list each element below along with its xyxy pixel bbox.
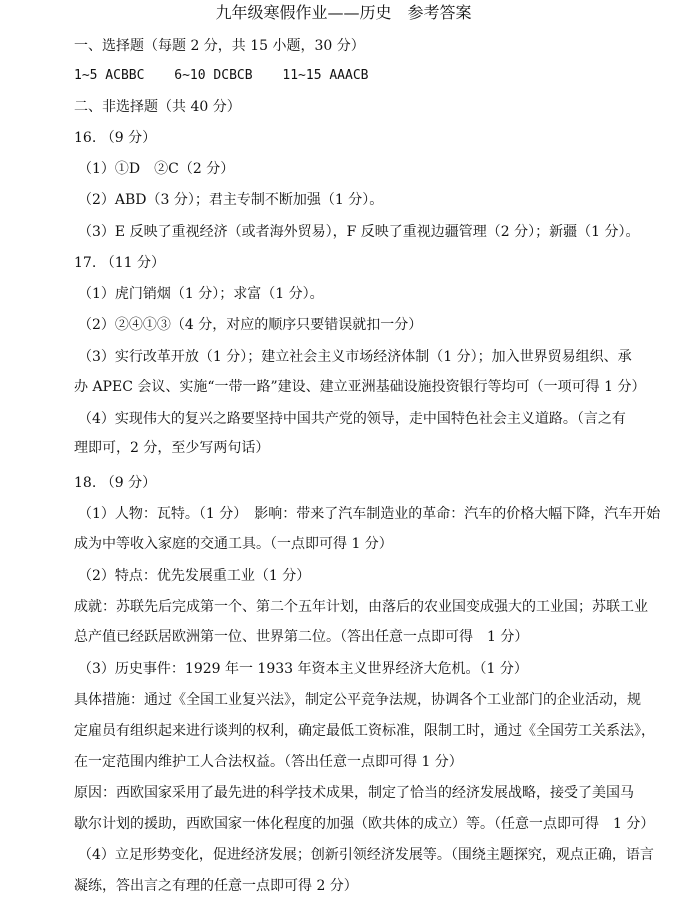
choice-answers-6-10: 6~10 DCBCB	[174, 68, 253, 83]
q17-number: 17. （11 分）	[74, 255, 165, 271]
q18-measures-line1: 具体措施：通过《全国工业复兴法》，制定公平竞争法规，协调各个工业部门的企业活动，规	[74, 692, 641, 708]
q18-answer-3: （3）历史事件：1929 年一 1933 年资本主义世界经济大危机。（1 分）	[78, 661, 528, 677]
q18-reason-line2: 歇尔计划的援助，西欧国家一体化程度的加强（欧共体的成立）等。（任意一点即可得 1 分）	[74, 816, 655, 832]
section1-heading: 一、选择题（每题 2 分，共 15 小题，30 分）	[74, 38, 365, 54]
q17-answer-2: （2）②④①③（4 分，对应的顺序只要错误就扣一分）	[78, 317, 423, 333]
q18-achievement-line2: 总产值已经跃居欧洲第一位、世界第二位。（答出任意一点即可得 1 分）	[74, 629, 529, 645]
q18-answer-1-line1: （1）人物：瓦特。（1 分） 影响：带来了汽车制造业的革命：汽车的价格大幅下降，汽车开始	[78, 506, 661, 522]
q18-answer-2: （2）特点：优先发展重工业（1 分）	[78, 568, 311, 584]
choice-answers-1-5: 1~5 ACBBC	[74, 68, 145, 83]
choice-answers-row	[74, 66, 390, 86]
q17-answer-3-line2: 办 APEC 会议、实施“一带一路”建设、建立亚洲基础设施投资银行等均可（一项可得 1 分）	[74, 379, 646, 395]
q17-answer-4-line1: （4）实现伟大的复兴之路要坚持中国共产党的领导，走中国特色社会主义道路。（言之有	[78, 411, 626, 427]
choice-answers-11-15: 11~15 AAACB	[282, 68, 369, 83]
q18-answer-4-line1: （4）立足形势变化，促进经济发展；创新引领经济发展等。（围绕主题探究，观点正确，语言	[78, 847, 654, 863]
q18-measures-line2: 定雇员有组织起来进行谈判的权利，确定最低工资标准，限制工时，通过《全国劳工关系法》，	[74, 723, 655, 739]
q16-answer-3: （3）E 反映了重视经济（或者海外贸易），F 反映了重视边疆管理（2 分）；新疆（1 分）。	[78, 224, 640, 240]
section2-heading: 二、非选择题（共 40 分）	[74, 99, 241, 115]
q16-answer-1: （1）①D ②C（2 分）	[78, 161, 235, 177]
q16-number: 16. （9 分）	[74, 130, 157, 146]
q18-measures-line3: 在一定范围内维护工人合法权益。（答出任意一点即可得 1 分）	[74, 754, 463, 770]
page-title: 九年级寒假作业——历史 参考答案	[215, 3, 472, 22]
q18-answer-4-line2: 凝练，答出言之有理的任意一点即可得 2 分）	[74, 878, 358, 894]
q18-reason-line1: 原因：西欧国家采用了最先进的科学技术成果，制定了恰当的经济发展战略，接受了美国马	[74, 785, 634, 801]
q16-answer-2: （2）ABD（3 分）；君主专制不断加强（1 分）。	[78, 192, 384, 208]
q17-answer-1: （1）虎门销烟（1 分）；求富（1 分）。	[78, 286, 324, 302]
q17-answer-3-line1: （3）实行改革开放（1 分）；建立社会主义市场经济体制（1 分）；加入世界贸易组织、承	[78, 349, 632, 365]
q18-number: 18. （9 分）	[74, 475, 157, 491]
q18-answer-1-line2: 成为中等收入家庭的交通工具。（一点即可得 1 分）	[74, 536, 393, 552]
q18-achievement-line1: 成就：苏联先后完成第一个、第二个五年计划，由落后的农业国变成强大的工业国；苏联工业	[74, 599, 648, 615]
q17-answer-4-line2: 理即可，2 分，至少写两句话）	[74, 440, 270, 456]
